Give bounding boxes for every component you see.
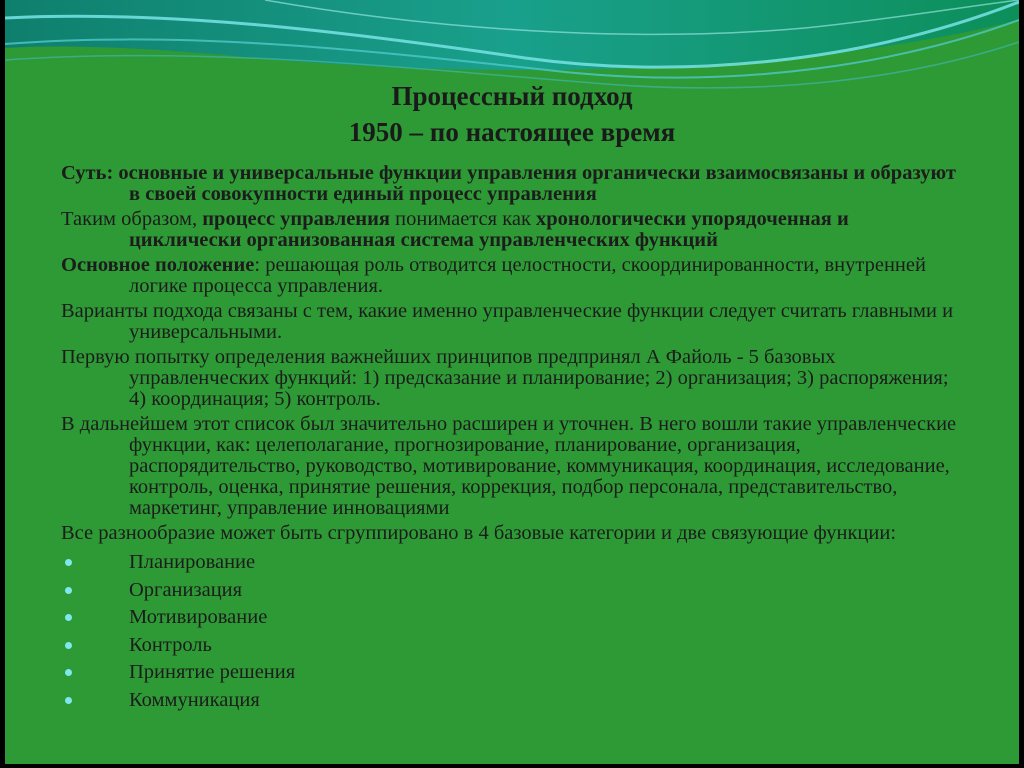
list-item: Планирование — [61, 551, 966, 579]
paragraph-variants: Варианты подхода связаны с тем, какие именно управленческие функции следует считать главными и универсальными. — [61, 300, 954, 343]
paragraph-main-position — [61, 255, 966, 297]
list-item: Контроль — [61, 634, 966, 662]
paragraph-expanded-list: В дальнейшем этот список был значительно расширен и уточнен. В него вошли такие управленческие функции, как: целеполагание, прогнозирование, планирование, организация, распорядительство, руководство, мотивирование, коммуникация, координация, исследование, контроль, оценка, принятие решения, коррекция, подбор персонала, представительство, маркетинг, управление инновациями — [61, 413, 957, 519]
process-bold-2: хронологически упорядоченная и циклически организованная система управленческих функций — [129, 208, 849, 251]
essence-text: : основные и универсальные функции управления органически взаимосвязаны и образуют в своей совокупности единый процесс управления — [106, 162, 956, 205]
list-item: Организация — [61, 579, 966, 607]
bullet-dot-icon — [65, 669, 72, 676]
bullet-dot-icon — [65, 642, 72, 649]
list-item: Мотивирование — [61, 606, 966, 634]
bullet-dot-icon — [65, 697, 72, 704]
process-bold-1: процесс управления — [202, 208, 391, 230]
bullet-dot-icon — [65, 614, 72, 621]
slide-title — [5, 78, 1019, 150]
paragraph-fayol: Первую попытку определения важнейших принципов предпринял А Файоль - 5 базовых управленческих функций: 1) предсказание и планирование; 2) организация; 3) распоряжения; 4) координация; 5) контроль. — [61, 346, 949, 410]
list-item: Коммуникация — [61, 689, 966, 717]
paragraph-essence — [61, 163, 966, 205]
slide-content — [61, 163, 966, 716]
list-item: Принятие решения — [61, 661, 966, 689]
process-text-1: Таким образом, — [61, 208, 203, 230]
main-position-text: : решающая роль отводится целостности, скоординированности, внутренней логике процесса управления. — [129, 254, 926, 297]
process-text-2: понимается как — [390, 208, 537, 230]
title-line-1: Процессный подход — [391, 81, 633, 111]
paragraph-process — [61, 209, 966, 251]
bullet-dot-icon — [65, 587, 72, 594]
title-line-2: 1950 – по настоящее время — [348, 117, 676, 147]
essence-label: Суть — [61, 162, 107, 184]
bullet-list — [61, 551, 966, 716]
slide — [5, 0, 1019, 764]
main-position-label: Основное положение — [61, 254, 255, 276]
paragraph-categories: Все разнообразие может быть сгруппировано в 4 базовые категории и две связующие функции: — [61, 522, 897, 544]
bullet-dot-icon — [65, 559, 72, 566]
